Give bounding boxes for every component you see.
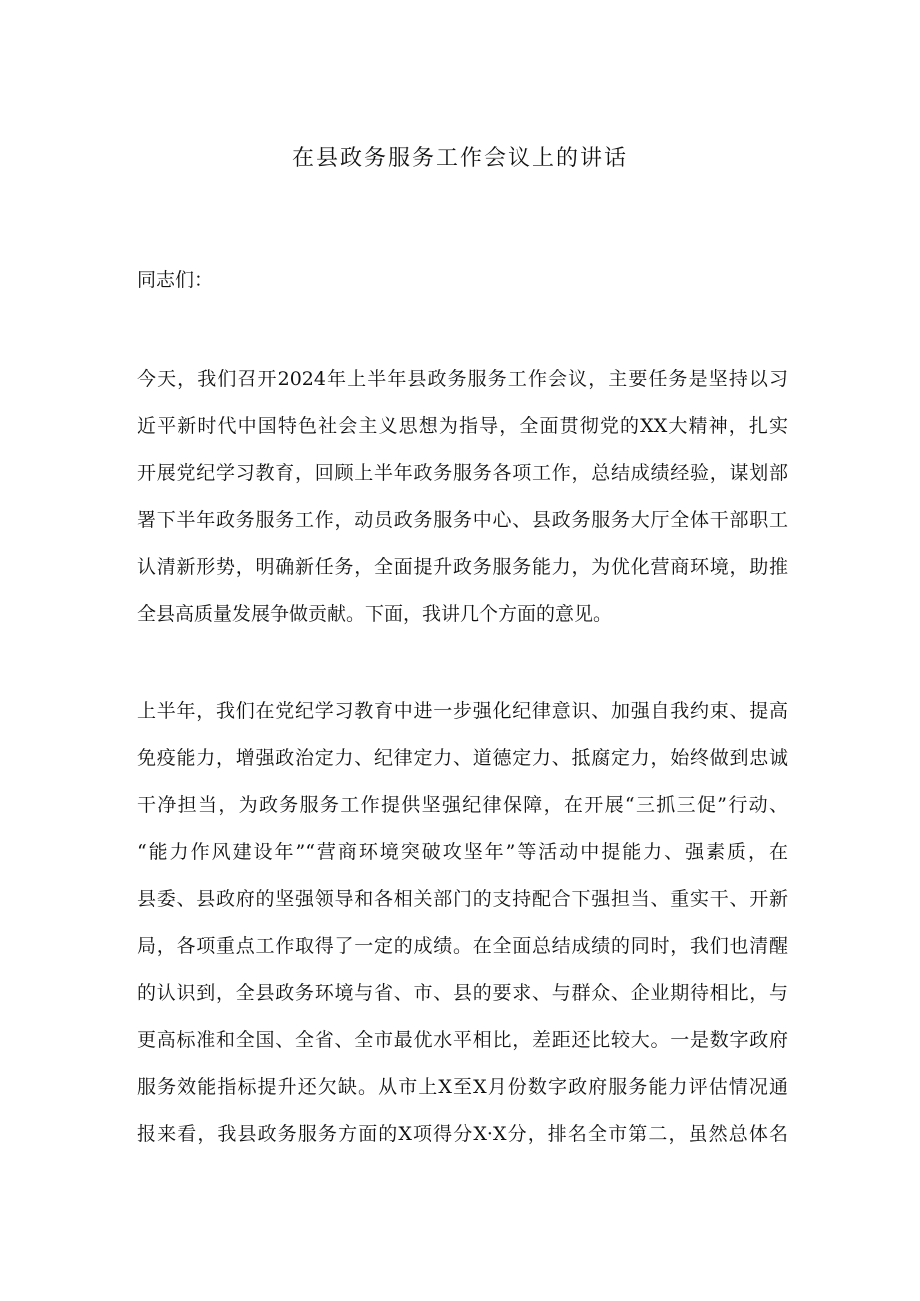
paragraph-line: 干净担当，为政务服务工作提供坚强纪律保障，在开展“三抓三促”行动、: [137, 794, 788, 816]
paragraph-line: 报来看，我县政务服务方面的X项得分X·X分，排名全市第二，虽然总体名: [137, 1123, 788, 1145]
paragraph-line: 免疫能力，增强政治定力、纪律定力、道德定力、抵腐定力，始终做到忠诚: [137, 747, 788, 769]
document-title: 在县政务服务工作会议上的讲话: [291, 146, 628, 171]
paragraph-line: “能力作风建设年”“营商环境突破攻坚年”等活动中提能力、强素质，在: [137, 841, 788, 863]
paragraph-line: 署下半年政务服务工作，动员政务服务中心、县政务服务大厅全体干部职工: [137, 509, 788, 531]
paragraph-line: 上半年，我们在党纪学习教育中进一步强化纪律意识、加强自我约束、提高: [137, 700, 788, 722]
paragraph-line: 开展党纪学习教育，回顾上半年政务服务各项工作，总结成绩经验，谋划部: [137, 462, 788, 484]
salutation: 同志们：: [137, 269, 214, 291]
paragraph-line: 县委、县政府的坚强领导和各相关部门的支持配合下强担当、重实干、开新: [137, 888, 788, 910]
paragraph-review: [137, 688, 788, 1158]
paragraph-opening: [137, 356, 788, 638]
paragraph-line: 局，各项重点工作取得了一定的成绩。在全面总结成绩的同时，我们也清醒: [137, 935, 788, 957]
paragraph-line: 更高标准和全国、全省、全市最优水平相比，差距还比较大。一是数字政府: [137, 1029, 788, 1051]
paragraph-line: 今天，我们召开2024年上半年县政务服务工作会议，主要任务是坚持以习: [137, 368, 788, 390]
paragraph-line: 近平新时代中国特色社会主义思想为指导，全面贯彻党的XX大精神，扎实: [137, 415, 788, 437]
paragraph-line: 全县高质量发展争做贡献。下面，我讲几个方面的意见。: [137, 603, 613, 625]
paragraph-line: 服务效能指标提升还欠缺。从市上X至X月份数字政府服务能力评估情况通: [137, 1076, 788, 1098]
paragraph-line: 认清新形势，明确新任务，全面提升政务服务能力，为优化营商环境，助推: [137, 556, 788, 578]
paragraph-line: 的认识到，全县政务环境与省、市、县的要求、与群众、企业期待相比，与: [137, 982, 788, 1004]
